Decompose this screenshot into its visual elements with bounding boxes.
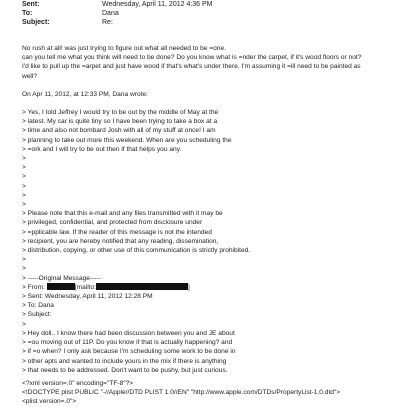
quoted-line: > Hey doll.. I know there had been discussion between you and JE about <box>22 329 235 337</box>
redacted-name <box>47 283 75 290</box>
subject-label: Subject: <box>22 19 50 26</box>
sent-row <box>22 0 213 9</box>
disclaimer-line: > Please note that this e-mail and any files transmitted with it may be <box>22 210 223 218</box>
quoted-line: > <box>22 164 26 172</box>
reply-line: can you tell me what you think will need to be done? Do you know what is =nder the carpet, if it's wood floors or not? <box>22 54 362 62</box>
to-label: To: <box>22 10 33 17</box>
quoted-line: > time and also not bombard Josh with all of my stuff at once! I am <box>22 127 216 135</box>
spacer <box>22 99 382 108</box>
original-message-marker: > -----Original Message----- <box>22 274 101 282</box>
original-subject-line: > Subject: <box>22 311 52 319</box>
quoted-line: > other apts and wanted to include yours in the mix if there is anything <box>22 357 227 365</box>
subject-value: Re: <box>102 19 113 26</box>
sent-value: Wednesday, April 11, 2012 4:36 PM <box>102 1 213 8</box>
redacted-email <box>96 283 188 290</box>
quoted-line: > planning to take out more this weekend. When are you scheduling the <box>22 136 232 144</box>
reply-line: No rush at all! was just trying to figure out what all needed to be =one. <box>22 45 226 52</box>
mailto-end: ] <box>188 283 190 291</box>
sent-label: Sent: <box>22 1 40 8</box>
to-value: Dana <box>102 10 119 17</box>
quoted-line: > <box>22 173 26 181</box>
original-sent-line: > Sent: Wednesday, April 11, 2012 12:28 PM <box>22 293 153 301</box>
spacer <box>22 81 382 90</box>
quoted-line: > =ou moving out of 11P. Do you know if that is actually happening? and <box>22 339 233 347</box>
xml-line: <!DOCTYPE plist PUBLIC "-//Apple//DTD PLIST 1.0//EN" "http://www.apple.com/DTDs/PropertyList-1.0.dtd"> <box>22 389 341 397</box>
quoted-line: > that needs to be addressed. Don't want to be pushy, but just curious. <box>22 366 228 374</box>
original-from-label: > From: <box>22 283 45 291</box>
reply-line: well? <box>22 72 38 80</box>
mailto-label: [mailto: <box>74 283 97 291</box>
reply-line: I'd like to pull up the =arpet and just have wood if that's what's under there. I'm assuming it =ill need to be painted as <box>22 63 361 71</box>
original-from-line <box>22 283 382 292</box>
disclaimer-line: > =pplicable law. If the reader of this message is not the intended <box>22 228 212 236</box>
quoted-line: > <box>22 191 26 199</box>
disclaimer-line: > <box>22 256 26 264</box>
quoted-line: > latest. My car is quite tiny so I have been trying to take a box at a <box>22 118 218 126</box>
xml-line: <plist version=.0"> <box>22 398 77 406</box>
quote-intro: On Apr 11, 2012, at 12:33 PM, Dana wrote: <box>22 90 148 98</box>
disclaimer-line: > recipient, you are hereby notified that any reading, dissemination, <box>22 237 219 245</box>
email-header <box>22 0 213 27</box>
subject-row <box>22 18 213 27</box>
disclaimer-line: > privileged, confidential, and protected from disclosure under <box>22 219 203 227</box>
disclaimer-line: > distribution, copying, or other use of this communication is strictly prohibited. <box>22 247 251 255</box>
original-to-line: > To: Dana <box>22 302 54 310</box>
quoted-line: > <box>22 201 26 209</box>
quoted-line: > =ork and I will try to be out then if that helps you any. <box>22 145 182 153</box>
disclaimer-line: > <box>22 265 26 273</box>
quoted-line: > <box>22 320 26 328</box>
quoted-line: > <box>22 155 26 163</box>
email-body <box>22 44 382 407</box>
quoted-line: > Yes, I told Jeffrey I would try to be out by the middle of May at the <box>22 109 219 117</box>
quoted-line: > if =o when? I only ask because I'm scheduling some work to be done in <box>22 348 236 356</box>
to-row <box>22 9 213 18</box>
quoted-line: > <box>22 182 26 190</box>
xml-line: <?xml version=.0" encoding="TF-8"?> <box>22 379 134 387</box>
